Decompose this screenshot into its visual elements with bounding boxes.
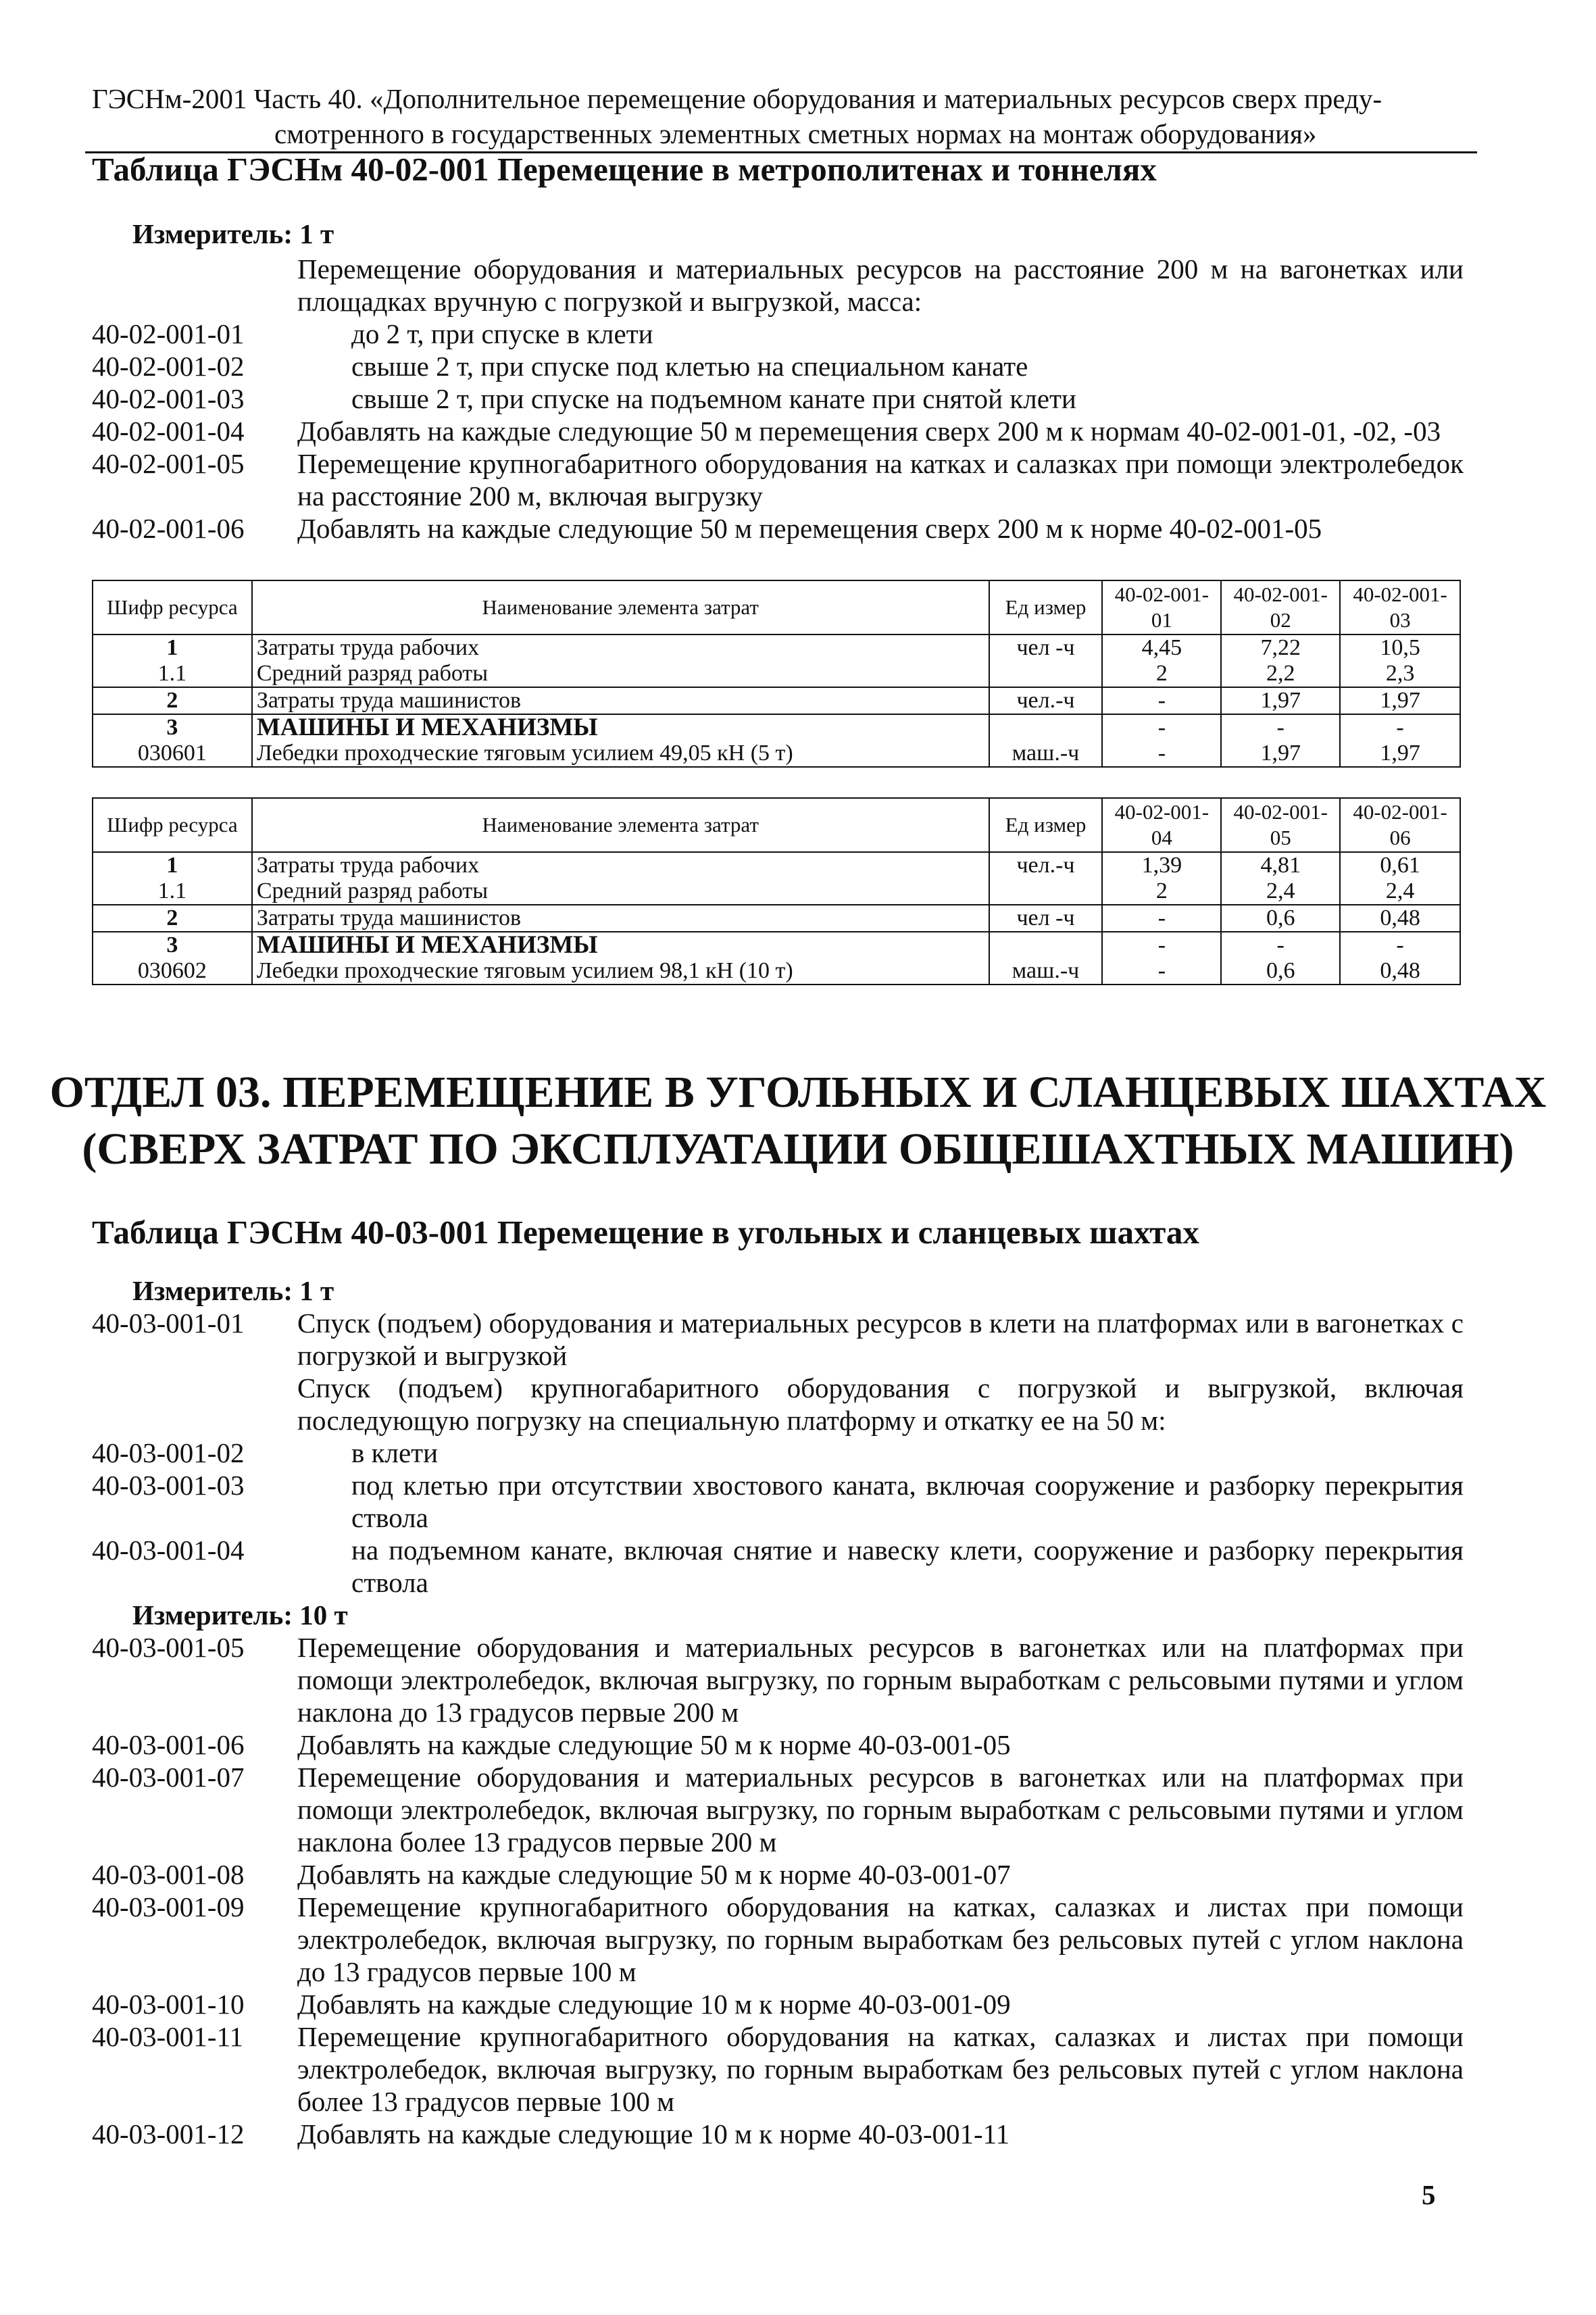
norm-text: Перемещение крупногабаритного оборудования на катках, салазках и листах при помощи электролебедок, включая выгрузку, по горным выработкам без рельсовых путей с углом наклона более 13 градусов первые 100 м [297,2021,1464,2117]
resource-value: - [1221,932,1340,958]
resource-value: 2 [1102,661,1221,687]
header-line-2: смотренного в государственных элементных сметных нормах на монтаж оборудования» [274,118,1317,149]
resource-name: Затраты труда рабочих [252,852,989,878]
norm-text: Добавлять на каждые следующие 10 м к норме 40-03-001-11 [297,2118,1010,2149]
norm-code: 40-02-001-04 [92,416,245,447]
column-header: 40-02-001-05 [1221,798,1340,852]
resource-value: 0,61 [1340,852,1460,878]
resource-code: 030602 [93,958,252,985]
section-heading-line-1: ОТДЕЛ 03. ПЕРЕМЕЩЕНИЕ В УГОЛЬНЫХ И СЛАНЦЕВЫХ ШАХТАХ [49,1068,1547,1117]
table2-description [92,1274,1464,2150]
column-header: 40-02-001-01 [1102,580,1221,634]
running-header [92,81,1464,151]
resource-value: - [1102,905,1221,932]
norm-code: 40-02-001-05 [92,448,245,479]
column-header: 40-02-001-02 [1221,580,1340,634]
measure-value: 1 т [299,1275,334,1306]
list-item [92,2118,1464,2150]
resource-value: - [1102,714,1221,741]
norm-code: 40-03-001-06 [92,1729,245,1760]
resource-code: 1 [93,634,252,661]
resource-value: 1,97 [1340,741,1460,767]
norm-text: Перемещение оборудования и материальных ресурсов в вагонетках или на платформах при помощи электролебедок, включая выгрузку, по горным выработкам с рельсовыми путями и углом наклона более 13 градусов первые 200 м [297,1762,1464,1858]
list-item [92,1728,1464,1761]
norm-code: 40-03-001-11 [92,2021,243,2052]
column-header: Шифр ресурса [93,580,252,634]
table-row [93,687,1460,714]
norm-text: Перемещение крупногабаритного оборудования на катках и салазках при помощи электролебедок на расстояние 200 м, включая выгрузку [297,448,1464,512]
column-header: Ед измер [989,580,1103,634]
table-title-40-02-001: Таблица ГЭСНм 40-02-001 Перемещение в метрополитенах и тоннелях [92,151,1157,188]
intro-text: Перемещение оборудования и материальных ресурсов на расстояние 200 м на вагонетках или площадках вручную с погрузкой и выгрузкой, масса: [297,253,1464,317]
resource-code: 1.1 [93,661,252,687]
resource-unit: чел -ч [989,905,1103,932]
resource-name: Затраты труда рабочих [252,634,989,661]
resource-value: 1,39 [1102,852,1221,878]
resource-value: 4,81 [1221,852,1340,878]
resource-name: Средний разряд работы [252,661,989,687]
norm-text: Добавлять на каждые следующие 50 м перемещения сверх 200 м к норме 40-02-001-05 [297,513,1322,544]
resource-unit [989,932,1103,958]
resource-name: Лебедки проходческие тяговым усилием 98,1 кН (10 т) [252,958,989,985]
list-item [92,447,1464,512]
norm-code: 40-03-001-07 [92,1762,245,1793]
resource-unit [989,714,1103,741]
list-item [92,318,1464,350]
norm-text: Добавлять на каждые следующие 10 м к норме 40-03-001-09 [297,1989,1011,2020]
resource-value: 2,4 [1340,878,1460,905]
norm-code: 40-03-001-08 [92,1859,245,1890]
norm-text: Перемещение крупногабаритного оборудования на катках, салазках и листах при помощи электролебедок, включая выгрузку, по горным выработкам без рельсовых путей с углом наклона до 13 градусов первые 100 м [297,1891,1464,1987]
resource-value: 0,48 [1340,905,1460,932]
resource-name: Затраты труда машинистов [252,687,989,714]
resource-unit: маш.-ч [989,741,1103,767]
resource-value: - [1340,932,1460,958]
norm-text: свыше 2 т, при спуске под клетью на специальном канате [351,351,1028,382]
resource-value: - [1102,687,1221,714]
measure-label: Измеритель: [132,1275,293,1306]
resource-code: 3 [93,714,252,741]
column-header: 40-02-001-03 [1340,580,1460,634]
resource-value: - [1102,741,1221,767]
column-header: Наименование элемента затрат [252,798,989,852]
resource-unit: чел.-ч [989,687,1103,714]
resource-name: Затраты труда машинистов [252,905,989,932]
table-row [93,878,1460,905]
column-header: Ед измер [989,798,1103,852]
resource-value: 1,97 [1340,687,1460,714]
resource-code: 2 [93,905,252,932]
intro-text: Спуск (подъем) крупногабаритного оборудования с погрузкой и выгрузкой, включая последующую погрузку на специальную платформу и откатку ее на 50 м: [297,1372,1464,1436]
list-item [92,2020,1464,2118]
table-row [93,634,1460,661]
column-header: 40-02-001-04 [1102,798,1221,852]
table-row [93,852,1460,878]
table-row [93,932,1460,958]
column-header: Шифр ресурса [93,798,252,852]
table-header-row [93,798,1460,852]
norm-code: 40-03-001-01 [92,1308,245,1339]
resource-value: 0,6 [1221,958,1340,985]
resource-value: 7,22 [1221,634,1340,661]
list-item [92,1858,1464,1891]
column-header: 40-02-001-06 [1340,798,1460,852]
norm-code: 40-02-001-03 [92,383,245,414]
resource-value: 1,97 [1221,741,1340,767]
list-item [92,1631,1464,1728]
resource-unit: чел.-ч [989,852,1103,878]
section-heading [0,1064,1596,1178]
list-item [92,415,1464,447]
resource-table-a [92,580,1461,768]
norm-text: Добавлять на каждые следующие 50 м к норме 40-03-001-07 [297,1859,1011,1890]
norm-text: Спуск (подъем) оборудования и материальных ресурсов в клети на платформах или в вагонетках с погрузкой и выгрузкой [297,1308,1464,1371]
resource-name: Лебедки проходческие тяговым усилием 49,05 кН (5 т) [252,741,989,767]
list-item [92,512,1464,545]
resource-code: 2 [93,687,252,714]
measure-value: 10 т [299,1599,348,1631]
resource-unit: маш.-ч [989,958,1103,985]
table-row [93,905,1460,932]
table-header-row [93,580,1460,634]
table-title-40-03-001: Таблица ГЭСНм 40-03-001 Перемещение в угольных и сланцевых шахтах [92,1214,1199,1251]
resource-value: 0,48 [1340,958,1460,985]
list-item [92,1988,1464,2020]
resource-code: 3 [93,932,252,958]
resource-value: 2,2 [1221,661,1340,687]
resource-value: 2,3 [1340,661,1460,687]
table-row [93,958,1460,985]
norm-text: Перемещение оборудования и материальных ресурсов в вагонетках или на платформах при помощи электролебедок, включая выгрузку, по горным выработкам с рельсовыми путями и углом наклона до 13 градусов первые 200 м [297,1632,1464,1728]
norm-code: 40-03-001-09 [92,1891,245,1922]
norm-text: Добавлять на каждые следующие 50 м перемещения сверх 200 м к нормам 40-02-001-01, -02, -03 [297,416,1441,447]
norm-code: 40-03-001-05 [92,1632,245,1663]
intro-row [92,1372,1464,1437]
list-item [92,1891,1464,1988]
column-header: Наименование элемента затрат [252,580,989,634]
resource-name: МАШИНЫ И МЕХАНИЗМЫ [252,714,989,741]
resource-unit: чел -ч [989,634,1103,661]
resource-value: 4,45 [1102,634,1221,661]
resource-unit [989,878,1103,905]
measure-line [92,1274,1464,1307]
table-row [93,714,1460,741]
table-row [93,741,1460,767]
resource-code: 1 [93,852,252,878]
resource-value: 10,5 [1340,634,1460,661]
resource-name: МАШИНЫ И МЕХАНИЗМЫ [252,932,989,958]
resource-value: - [1221,714,1340,741]
measure-value: 1 т [299,218,334,249]
resource-value: 0,6 [1221,905,1340,932]
norm-code: 40-03-001-10 [92,1989,245,2020]
resource-table-b [92,797,1461,985]
resource-name: Средний разряд работы [252,878,989,905]
norm-text: на подъемном канате, включая снятие и навеску клети, сооружение и разборку перекрытия ствола [351,1535,1464,1598]
intro-row [92,253,1464,318]
section-heading-line-2: (СВЕРХ ЗАТРАТ ПО ЭКСПЛУАТАЦИИ ОБЩЕШАХТНЫХ МАШИН) [82,1124,1514,1174]
list-item [92,1761,1464,1858]
table1-description [92,218,1464,545]
measure-line [92,218,1464,250]
measure-line [92,1599,1464,1631]
measure-label: Измеритель: [132,218,293,249]
norm-code: 40-03-001-02 [92,1437,245,1468]
norm-code: 40-02-001-01 [92,318,245,349]
norm-code: 40-02-001-06 [92,513,245,544]
norm-text: в клети [351,1437,439,1468]
list-item [92,350,1464,382]
norm-text: Добавлять на каждые следующие 50 м к норме 40-03-001-05 [297,1729,1011,1760]
list-item [92,1437,1464,1469]
resource-value: - [1102,932,1221,958]
table-row [93,661,1460,687]
norm-code: 40-02-001-02 [92,351,245,382]
list-item [92,1469,1464,1534]
measure-label: Измеритель: [132,1599,293,1631]
resource-unit [989,661,1103,687]
page-number: 5 [1422,2179,1436,2210]
norm-text: до 2 т, при спуске в клети [351,318,653,349]
resource-value: 2,4 [1221,878,1340,905]
norm-code: 40-03-001-04 [92,1535,245,1566]
list-item [92,1534,1464,1599]
resource-code: 030601 [93,741,252,767]
resource-code: 1.1 [93,878,252,905]
norm-text: под клетью при отсутствии хвостового каната, включая сооружение и разборку перекрытия ствола [351,1470,1464,1533]
resource-value: 1,97 [1221,687,1340,714]
resource-value: - [1102,958,1221,985]
norm-text: свыше 2 т, при спуске на подъемном канате при снятой клети [351,383,1076,414]
resource-value: - [1340,714,1460,741]
list-item [92,382,1464,415]
header-line-1: ГЭСНм-2001 Часть 40. «Дополнительное перемещение оборудования и материальных ресурсов сверх преду- [92,83,1382,114]
norm-code: 40-03-001-12 [92,2118,245,2149]
resource-value: 2 [1102,878,1221,905]
list-item [92,1307,1464,1372]
norm-code: 40-03-001-03 [92,1470,245,1501]
